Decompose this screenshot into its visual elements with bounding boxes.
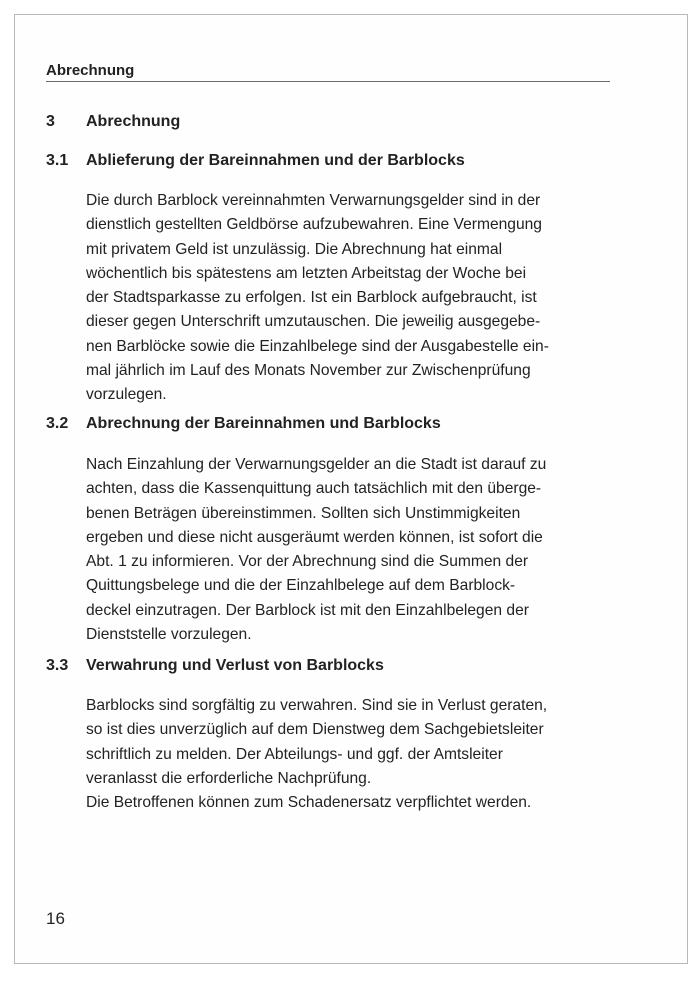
text-line: veranlasst die erforderliche Nachprüfung. [86, 769, 372, 787]
header-rule [46, 81, 610, 82]
text-line: wöchentlich bis spätestens am letzten Arbeitstag der Woche bei [86, 264, 527, 282]
text-line: dienstlich gestellten Geldbörse aufzubewahren. Eine Vermengung [86, 216, 542, 234]
section-title: Abrechnung der Bareinnahmen und Barblocks [86, 415, 441, 432]
text-line: dieser gegen Unterschrift umzutauschen. Die jeweilig ausgegebe- [86, 313, 541, 331]
text-line: deckel einzutragen. Der Barblock ist mit den Einzahlbelegen der [86, 601, 529, 619]
section-number: 3.3 [46, 657, 69, 674]
text-line: vorzulegen. [86, 386, 167, 404]
text-line: nen Barblöcke sowie die Einzahlbelege sind der Ausgabestelle ein- [86, 337, 549, 355]
section-body-3-3 [86, 694, 606, 815]
section-title: Verwahrung und Verlust von Barblocks [86, 657, 384, 674]
text-line: Nach Einzahlung der Verwarnungsgelder an die Stadt ist darauf zu [86, 456, 547, 473]
text-line: der Stadtsparkasse zu erfolgen. Ist ein Barblock aufgebraucht, ist [86, 289, 537, 307]
section-title: Ablieferung der Bareinnahmen und der Barblocks [86, 152, 465, 169]
text-line: schriftlich zu melden. Der Abteilungs- und ggf. der Amtsleiter [86, 745, 503, 763]
text-line: Die Betroffenen können zum Schadenersatz verpflichtet werden. [86, 794, 532, 812]
text-line: mit privatem Geld ist unzulässig. Die Abrechnung hat einmal [86, 240, 503, 258]
running-head: Abrechnung [46, 62, 135, 79]
text-line: benen Beträgen übereinstimmen. Sollten sich Unstimmigkeiten [86, 504, 521, 522]
chapter-title: Abrechnung [86, 113, 181, 130]
text-line: Abt. 1 zu informieren. Vor der Abrechnung sind die Summen der [86, 553, 529, 571]
text-line: achten, dass die Kassenquittung auch tatsächlich mit den überge- [86, 480, 542, 498]
text-line: Barblocks sind sorgfältig zu verwahren. Sind sie in Verlust geraten, [86, 697, 548, 714]
document-page [14, 14, 688, 964]
section-body-3-1 [86, 189, 606, 408]
text-line: Dienststelle vorzulegen. [86, 626, 252, 644]
text-line: Quittungsbelege und die der Einzahlbelege auf dem Barblock- [86, 577, 516, 595]
text-line: Die durch Barblock vereinnahmten Verwarnungsgelder sind in der [86, 192, 541, 209]
section-number: 3.1 [46, 152, 69, 169]
section-number: 3.2 [46, 415, 69, 432]
text-line: ergeben und diese nicht ausgeräumt werden können, ist sofort die [86, 528, 543, 546]
text-line: mal jährlich im Lauf des Monats November zur Zwischenprüfung [86, 362, 531, 380]
page-number: 16 [46, 909, 65, 928]
section-body-3-2 [86, 453, 606, 647]
text-line: so ist dies unverzüglich auf dem Dienstweg dem Sachgebietsleiter [86, 721, 544, 739]
chapter-number: 3 [46, 113, 55, 130]
